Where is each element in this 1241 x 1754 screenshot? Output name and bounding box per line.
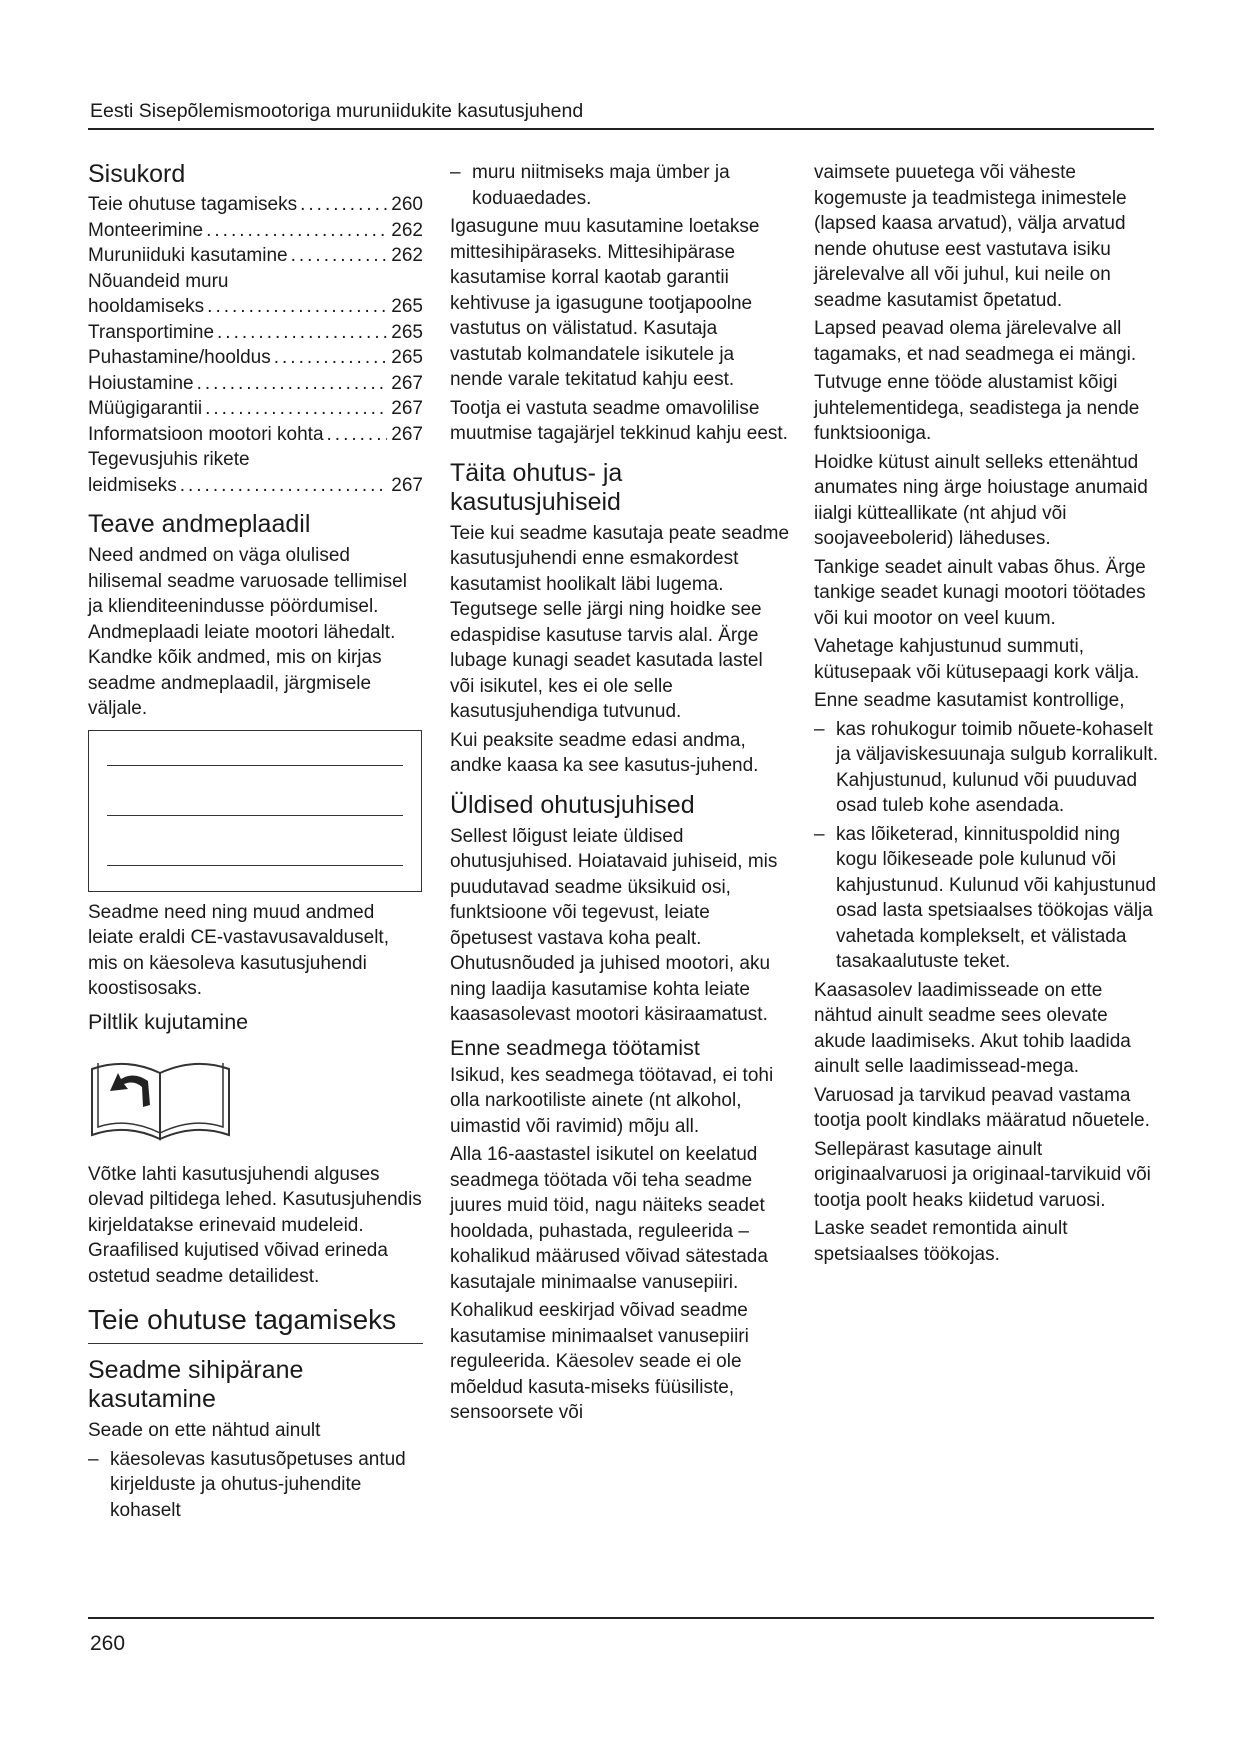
check-item: – kas lõiketerad, kinnituspoldid ning kogu lõikeseade pole kulunud või kahjustunud. Kulunud või kahjustunud osad lasta spetsiaalses töökojas välja vahetada komplekselt, et välistada tasakaalutuste teket. xyxy=(814,823,1157,972)
toc-item[interactable]: hooldamiseks ..... 265 xyxy=(88,294,423,320)
pictorial-text: Võtke lahti kasutusjuhendi alguses olevad piltidega lehed. Kasutusjuhendis kirjeldatakse erinevaid mudeleid. Graafilised kujutised võivad erineda ostetud seadme detailidest. xyxy=(88,1163,422,1287)
paragraph: Kohalikud eeskirjad võivad seadme kasutamise minimaalset vanusepiiri reguleerida. Käesolev seade ei ole mõeldud kasuta-miseks füüsiliste, sensoorsete või xyxy=(450,1300,749,1423)
paragraph: vaimsete puuetega või väheste kogemuste ja teadmistega inimestele (lapsed kaasa arvatud), välja arvatud nende ohutuse eest vastutava isiku järelevalve all või juhul, kui neile on seadme kasutamist õpetatud. xyxy=(814,162,1127,311)
paragraph: Tankige seadet ainult vabas õhus. Ärge tankige seadet kunagi mootori töötades või kui mootor on veel kuum. xyxy=(814,556,1146,629)
paragraph: Kaasasolev laadimisseade on ette nähtud ainult seadme sees olevate akude laadimiseks. Akut tohib laadida ainult selle laadimissead-mega. xyxy=(814,979,1131,1077)
check-item: – kas rohukogur toimib nõuete-kohaselt ja väljaviskesuunaja sulgub korralikult. Kahjustunud, kulunud või puuduvad osad tuleb kohe asendada. xyxy=(814,718,1159,816)
open-book-icon xyxy=(88,1047,233,1145)
toc-item[interactable]: Hoiustamine ..... 267 xyxy=(88,371,423,397)
header-rule xyxy=(88,128,1154,130)
paragraph: Lapsed peavad olema järelevalve all tagamaks, et nad seadmega ei mängi. xyxy=(814,318,1137,365)
paragraph: Enne seadme kasutamist kontrollige, xyxy=(814,690,1125,711)
paragraph: Laske seadet remontida ainult spetsiaalses töökojas. xyxy=(814,1218,1068,1265)
column-2 xyxy=(450,160,790,1429)
toc-item[interactable]: Puhastamine/hooldus ..... 265 xyxy=(88,345,423,371)
column-1 xyxy=(88,160,423,1526)
paragraph: Isikud, kes seadmega töötavad, ei tohi olla narkootiliste ainete (nt alkohol, uimastid või ravimid) mõju all. xyxy=(450,1064,774,1137)
toc-heading: Sisukord xyxy=(88,160,186,188)
nameplate-after-text: Seadme need ning muud andmed leiate eraldi CE-vastavusavalduselt, mis on käesoleva kasutusjuhendi koostisosaks. xyxy=(88,901,389,999)
paragraph: Tutvuge enne tööde alustamist kõigi juhtelementidega, seadistega ja nende funktsiooniga. xyxy=(814,372,1140,444)
intended-use-heading: Seadme sihipärane kasutamine xyxy=(88,1356,304,1413)
page-number: 260 xyxy=(90,1632,126,1655)
general-safety-heading: Üldised ohutusjuhised xyxy=(450,790,695,819)
paragraph: Teie kui seadme kasutaja peate seadme kasutusjuhendi enne esmakordest kasutamist hoolikalt läbi lugema. Tegutsege selle järgi ning hoidke see edaspidise kasutuse tarvis alal. Ärge lubage kunagi seadet kasutada lastel või isikutel, kes ei ole selle kasutusjuhendiga tutvunud. xyxy=(450,522,790,722)
toc-item[interactable]: leidmiseks ..... 267 xyxy=(88,473,423,499)
toc-item[interactable]: Informatsioon mootori kohta ..... 267 xyxy=(88,422,423,448)
toc-item-line1[interactable]: Tegevusjuhis rikete xyxy=(88,449,250,470)
paragraph: Sellepärast kasutage ainult originaalvaruosi ja originaal-tarvikuid või tootja poolt heaks kiidetud varuosi. xyxy=(814,1138,1151,1211)
footer-rule xyxy=(88,1617,1154,1619)
paragraph: Sellest lõigust leiate üldised ohutusjuhised. Hoiatavaid juhiseid, mis puudutavad seadme üksikuid osi, funktsioone või tegevust, leiate õpetusest vastava koha pealt. Ohutusnõuded ja juhised mootori, aku ning laadija kasutamise kohta leiate kaasasolevast mootori käsiraamatust. xyxy=(450,825,778,1025)
nameplate-fill-box[interactable] xyxy=(88,730,422,892)
header-title: Eesti Sisepõlemismootoriga muruniidukite kasutusjuhend xyxy=(90,100,584,122)
paragraph: Tootja ei vastuta seadme omavolilise muutmise tagajärjel tekkinud kahju eest. xyxy=(450,397,788,444)
safety-title: Teie ohutuse tagamiseks xyxy=(88,1303,423,1344)
nameplate-heading: Teave andmeplaadil xyxy=(88,510,311,538)
paragraph: Varuosad ja tarvikud peavad vastama tootja poolt kindlaks määratud nõuetele. xyxy=(814,1084,1150,1131)
toc-item[interactable]: Transportimine ..... 265 xyxy=(88,320,423,346)
paragraph: Vahetage kahjustunud summuti, kütusepaak või kütusepaagi kork välja. xyxy=(814,636,1140,683)
paragraph: Hoidke kütust ainult selleks ettenähtud anumates ning ärge hoiustage anumaid iialgi kütteallikate (nt ahjud või soojaveebolerid) läheduses. xyxy=(814,451,1148,549)
table-of-contents xyxy=(88,192,423,498)
before-work-heading: Enne seadmega töötamist xyxy=(450,1035,700,1060)
intended-use-item: – muru niitmiseks maja ümber ja koduaedades. xyxy=(450,162,730,209)
paragraph: Kui peaksite seadme edasi andma, andke kaasa ka see kasutus-juhend. xyxy=(450,729,759,776)
nameplate-text: Need andmed on väga olulised hilisemal seadme varuosade tellimisel ja klienditeenindusse pöördumisel. Andmeplaadi leiate mootori lähedalt. Kandke kõik andmed, mis on kirjas seadme andmeplaadil, järgmisele väljale. xyxy=(88,545,407,719)
paragraph: Alla 16-aastastel isikutel on keelatud seadmega töötada või teha seadme juures muid töid, nagu näiteks seadet hooldada, puhastada, reguleerida – kohalikud määrused võivad sätestada kasutajale minimaalse vanusepiiri. xyxy=(450,1144,768,1293)
toc-item[interactable]: Müügigarantii ..... 267 xyxy=(88,396,423,422)
intended-use-text: Seade on ette nähtud ainult xyxy=(88,1420,321,1441)
pictorial-heading: Piltlik kujutamine xyxy=(88,1009,249,1034)
paragraph: Igasugune muu kasutamine loetakse mittesihipäraseks. Mittesihipärase kasutamise korral kaotab garantii kehtivuse ja igasugune tootjapoolne vastutus on välistatud. Kasutaja vastutab kolmandatele isikutele ja nende varale tekitatud kahju eest. xyxy=(450,216,760,390)
fill-line xyxy=(107,765,403,766)
fill-line xyxy=(107,815,403,816)
intended-use-item: – käesolevas kasutusõpetuses antud kirjelduste ja ohutus-juhendite kohaselt xyxy=(88,1448,406,1521)
toc-item-line1[interactable]: Nõuandeid muru xyxy=(88,270,229,292)
column-3 xyxy=(814,160,1159,1270)
fill-line xyxy=(107,865,403,866)
toc-item[interactable]: Muruniiduki kasutamine ..... 262 xyxy=(88,243,423,269)
toc-item[interactable]: Teie ohutuse tagamiseks ..... 260 xyxy=(88,192,423,218)
follow-instructions-heading: Täita ohutus- ja kasutusjuhiseid xyxy=(450,458,623,516)
toc-item[interactable]: Monteerimine ..... 262 xyxy=(88,218,423,244)
